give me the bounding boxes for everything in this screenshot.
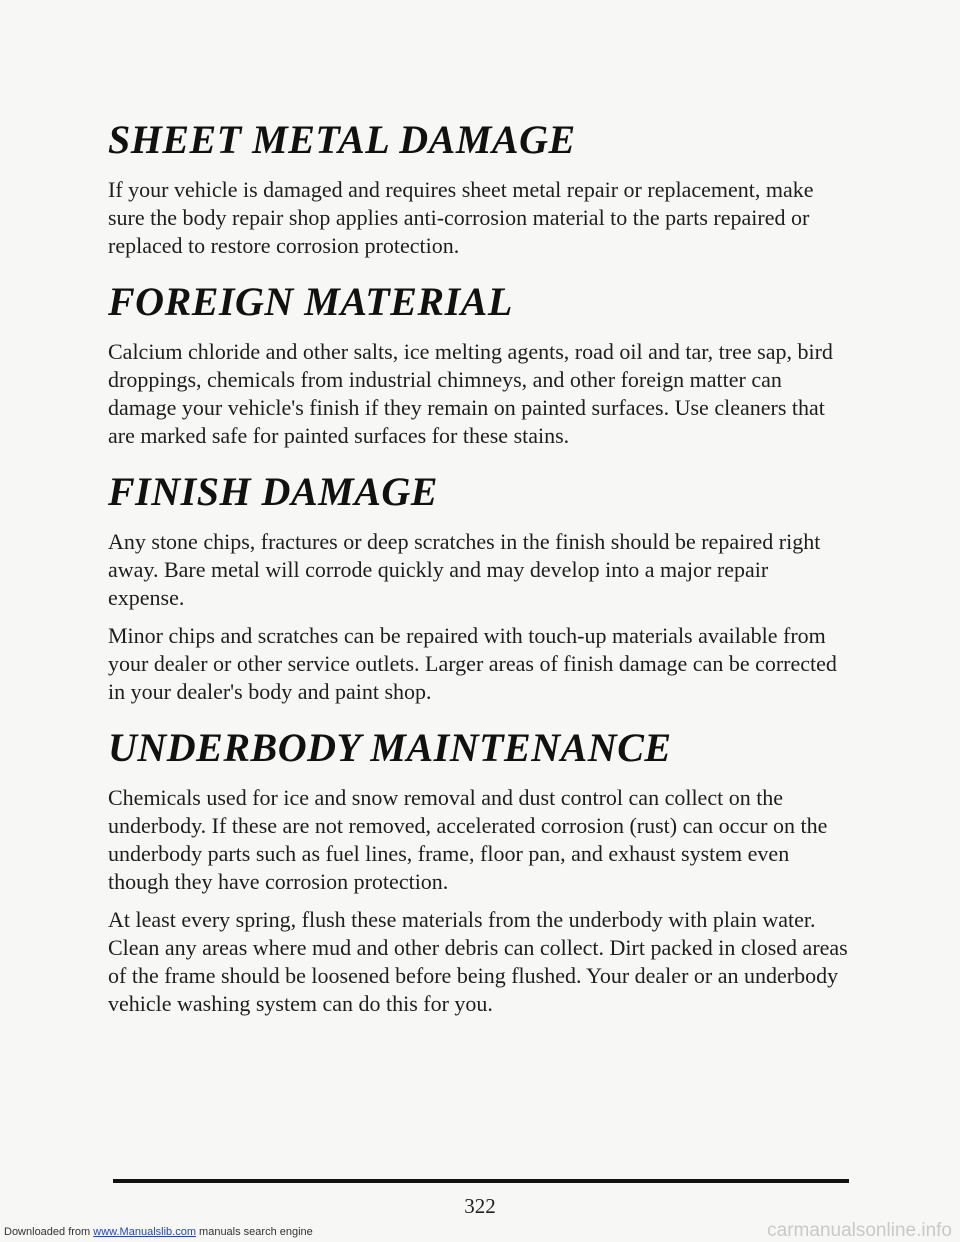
section-title: SHEET METAL DAMAGE [108,117,576,162]
paragraph: Any stone chips, fractures or deep scratches in the finish should be repaired right away. Bare metal will corrode quickly and may develop into a major repair expense. [108,529,821,610]
paragraph: Chemicals used for ice and snow removal and dust control can collect on the underbody. If these are not removed, accelerated corrosion (rust) can occur on the underbody parts such as fuel lines, frame, floor pan, and exhaust system even though they have corrosion protection. [108,785,828,894]
paragraph: Minor chips and scratches can be repaired with touch-up materials available from your dealer or other service outlets. Larger areas of finish damage can be corrected in your dealer's body and paint shop. [108,623,837,704]
download-footer [4,1226,313,1238]
footer-suffix: manuals search engine [195,1226,313,1238]
page-number: 322 [464,1194,496,1218]
section-underbody-maintenance [108,726,848,1018]
paragraph: At least every spring, flush these materials from the underbody with plain water. Clean any areas where mud and other debris can collect. Dirt packed in closed areas of the frame should be loosened before being flushed. Your dealer or an underbody vehicle washing system can do this for you. [108,907,848,1016]
section-title: FINISH DAMAGE [108,469,438,514]
section-sheet-metal-damage [108,118,848,260]
section-title: FOREIGN MATERIAL [108,279,513,324]
watermark: carmanualsonline.info [767,1220,952,1241]
section-foreign-material [108,280,848,450]
section-title: UNDERBODY MAINTENANCE [108,725,672,770]
manual-page [108,118,848,1038]
manualslib-link[interactable]: www.Manualslib.com [93,1226,196,1238]
footer-rule [113,1179,849,1183]
section-finish-damage [108,470,848,706]
paragraph: If your vehicle is damaged and requires sheet metal repair or replacement, make sure the body repair shop applies anti-corrosion material to the parts repaired or replaced to restore corrosion protection. [108,177,814,258]
paragraph: Calcium chloride and other salts, ice melting agents, road oil and tar, tree sap, bird droppings, chemicals from industrial chimneys, and other foreign matter can damage your vehicle's finish if they remain on painted surfaces. Use cleaners that are marked safe for painted surfaces for these stains. [108,339,833,448]
footer-prefix: Downloaded from [4,1226,94,1238]
